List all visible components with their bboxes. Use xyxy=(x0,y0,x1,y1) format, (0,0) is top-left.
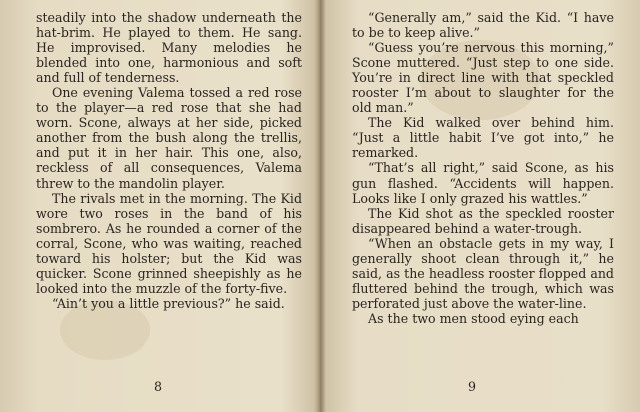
right-page xyxy=(322,0,640,412)
paragraph: “That’s all right,” said Scone, as his gun flashed. “Accidents will happen. Looks like I only grazed his wattles.” xyxy=(352,160,614,206)
paragraph: As the two men stood eying each xyxy=(368,310,579,326)
page-number-right: 9 xyxy=(468,379,477,394)
right-page-text xyxy=(352,10,614,326)
paragraph: steadily into the shadow underneath the hat-brim. He played to them. He sang. He improvised. Many melodies he blended into one, harmonious and soft and full of tenderness. xyxy=(36,10,302,86)
paragraph: The Kid shot as the speckled rooster disappeared behind a water-trough. xyxy=(352,205,614,236)
paragraph: One evening Valema tossed a red rose to the player—a red rose that she had worn. Scone, always at her side, picked another from the bush along the trellis, and put it in her hair. This one, also, reckless of all consequences, Valema threw to the mandolin player. xyxy=(36,85,302,191)
paragraph: The rivals met in the morning. The Kid wore two roses in the band of his sombrero. As he rounded a corner of the corral, Scone, who was waiting, reached toward his holster; but the Kid was quicker. Scone grinned sheepishly as he looked into the muzzle of the forty-five. xyxy=(36,190,302,296)
left-page xyxy=(0,0,318,412)
left-page-text xyxy=(36,10,302,311)
paragraph: “Guess you’re nervous this morning,” Scone muttered. “Just step to one side. You’re in direct line with that speckled rooster I’m about to slaughter for the old man.” xyxy=(352,40,614,116)
paragraph: “Ain’t you a little previous?” he said. xyxy=(52,295,285,311)
paragraph: “When an obstacle gets in my way, I generally shoot clean through it,” he said, as the headless rooster flopped and fluttered behind the trough, which was perforated just above the water-line. xyxy=(352,235,614,311)
paragraph: “Generally am,” said the Kid. “I have to be to keep alive.” xyxy=(352,10,614,41)
page-number-left: 8 xyxy=(154,379,163,394)
paragraph: The Kid walked over behind him. “Just a little habit I’ve got into,” he remarked. xyxy=(352,115,614,161)
